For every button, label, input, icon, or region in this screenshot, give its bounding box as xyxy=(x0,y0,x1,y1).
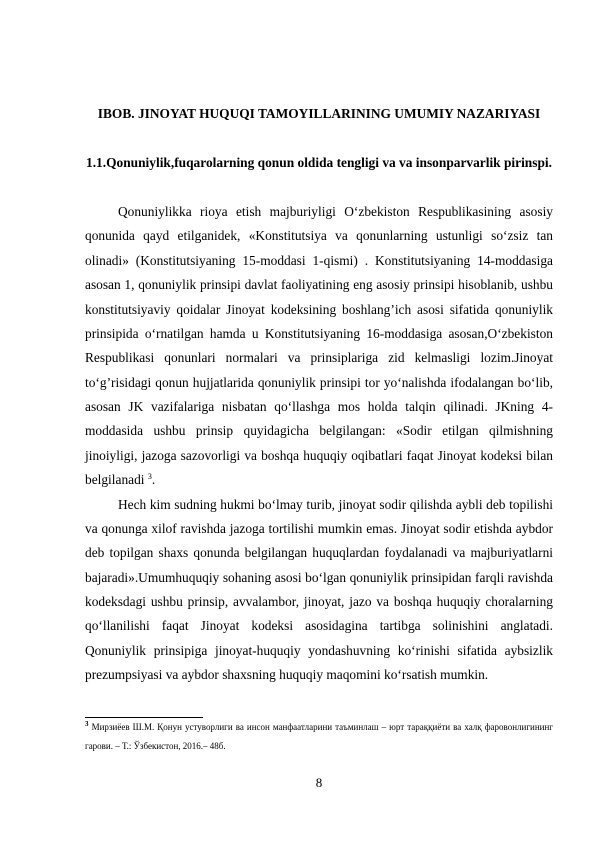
section-title: 1.1.Qonuniylik,fuqarolarning qonun oldida tengligi va va insonparvarlik pirinspi. xyxy=(86,155,552,170)
footnote-text: Мирзиёев Ш.М. Қонун устуворлиги ва инсон манфаатларини таъминлаш – юрт тараққиёти ва халқ фаровонлигининг гарови. – Т.: Ўзбекистон, 2016.– 48б. xyxy=(85,722,553,751)
paragraph-1-text: Qonuniylikka rioya etish majburiyligi O‘zbekiston Respublikasining asosiy qonunida qayd etilganidek, «Konstitutsiya va qonunlarning ustunligi so‘zsiz tan olinadi» (Konstitutsiyaning 15-moddasi 1-qismi) . Konstitutsiyaning 14-moddasiga asosan 1, qonuniylik prinsipi davlat faoliyatining eng asosiy prinsipi hisoblanib, ushbu konstitutsiyaviy qoidalar Jinoyat kodeksining boshlang’ich asosi sifatida qonuniylik prinsipida o‘rnatilgan hamda u Konstitutsiyaning 16-moddasiga asosan,O‘zbekiston Respublikasi qonunlari normalari va prinsiplariga zid kelmasligi lozim.Jinoyat to‘g’risidagi qonun hujjatlarida qonuniylik prinsipi tor yo‘nalishda ifodalangan bo‘lib, asosan JK vazifalariga nisbatan qo‘llashga mos holda talqin qilinadi. JKning 4-moddasida ushbu prinsip quyidagicha belgilangan: «Sodir etilgan qilmishning jinoiyligi, jazoga sazovorligi va boshqa huquqiy oqibatlari faqat Jinoyat kodeksi bilan belgilanadi xyxy=(85,204,553,488)
paragraph-2-text: Hech kim sudning hukmi bo‘lmay turib, jinoyat sodir qilishda aybli deb topilishi va qonunga xilof ravishda jazoga tortilishi mumkin emas. Jinoyat sodir etishda aybdor deb topilgan shaxs qonunda belgilangan huquqlardan foydalanadi va majburiyatlarni bajaradi».Umumhuquqiy sohaning asosi bo‘lgan qonuniylik prinsipidan farqli ravishda kodeksdagi ushbu prinsip, avvalambor, jinoyat, jazo va boshqa huquqiy choralarning qo‘llanilishi faqat Jinoyat kodeksi asosidagina tartibga solinishini anglatadi. Qonuniylik prinsipiga jinoyat-huquqiy yondashuvning ko‘rinishi sifatida aybsizlik prezumpsiyasi va aybdor shaxsning huquqiy maqomini ko‘rsatish mumkin. xyxy=(85,496,553,683)
footnote-reference[interactable]: 3 xyxy=(147,472,152,482)
footnote-number: 3 xyxy=(85,720,89,728)
paragraph-1 xyxy=(85,200,553,493)
body-text xyxy=(85,200,553,688)
paragraph-2 xyxy=(85,493,553,688)
page-number: 8 xyxy=(315,775,323,790)
footnote xyxy=(85,718,553,756)
chapter-title: IBOB. JINOYAT HUQUQI TAMOYILLARINING UMUMIY NAZARIYASI xyxy=(97,106,541,121)
paragraph-1-tail: . xyxy=(151,472,156,488)
